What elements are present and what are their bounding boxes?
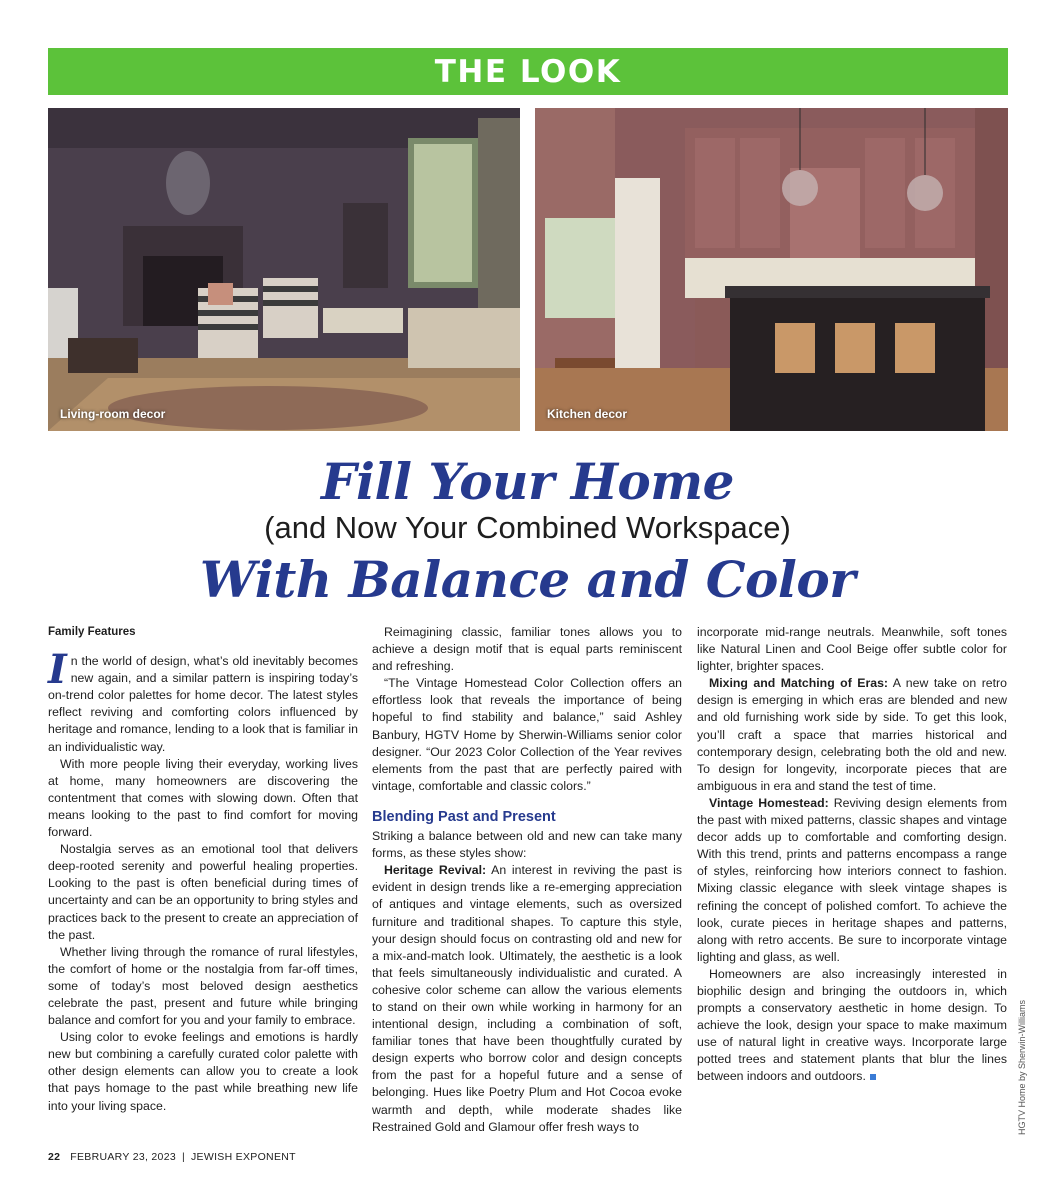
paragraph-intro-text: n the world of design, what’s old inevitably becomes new again, and a similar pattern is inspiring today’s on-trend color palettes for home decor. The latest styles reflect reviving and comforting colors influenced by heritage and romance, lending to a look that is familiar in an individualistic way. — [48, 654, 358, 754]
paragraph: Using color to evoke feelings and emotions is hardly new but combining a carefully curated color palette with other design elements can allow you to create a look that pays homage to the past while breathing new life into your living space. — [48, 1030, 358, 1113]
paragraph-text: Homeowners are also increasingly interested in biophilic design and bringing the outdoors in, which prompts a conservatory aesthetic in home design. To achieve the look, design your space to make maximum use of natural light in creative ways. Incorporate large potted trees and statement plants that blur the lines between indoors and outdoors. — [697, 966, 1007, 1084]
paragraph: Nostalgia serves as an emotional tool that delivers deep-rooted serenity and powerful healing properties. Looking to the past is often beneficial during times of uncertainty and can be an opportunity to bring styles and practices back to the present to create an appreciation of the past. — [48, 842, 358, 942]
paragraph-text: An interest in reviving the past is evident in design trends like a re-emerging appreciation of antiques and vintage elements, such as oversized furniture and traditional shapes. To capture this style, your design should focus on contrasting old and new for a mix-and-match look. Ultimately, the aesthetic is a look that feels simultaneously individualistic and curated. A cohesive color scheme can allow the various elements to stand on their own while working in harmony for an intentional design, including a combination of soft, familiar tones that have been thoughtfully curated by design experts who borrow color and design concepts from the past for a hopeful future and a sense of belonging. Hues like Poetry Plum and Hot Cocoa evoke warmth and depth, while moderate shades like Restrained Gold and Glamour offer fresh ways to — [372, 863, 682, 1134]
photo-credit: HGTV Home by Sherwin-Williams — [1017, 999, 1027, 1135]
paragraph: Reimagining classic, familiar tones allows you to achieve a design motif that is equal parts reminiscent and refreshing. — [372, 625, 682, 674]
article-column-2 — [372, 624, 682, 1136]
kitchen-photo — [535, 108, 1008, 431]
footer-separator: | — [181, 1151, 185, 1163]
paragraph-continued: incorporate mid-range neutrals. Meanwhile, soft tones like Natural Linen and Cool Beige offer subtle color for lighter, brighter spaces. — [697, 625, 1007, 674]
article-column-3 — [697, 624, 1007, 1086]
subheading: Blending Past and Present — [372, 808, 556, 825]
headline-line-2: (and Now Your Combined Workspace) — [264, 510, 791, 545]
photo-caption-kitchen: Kitchen decor — [547, 407, 628, 421]
paragraph: With more people living their everyday, working lives at home, many homeowners are discovering the contentment that comes with slowing down. Often that means looking to the past to find comfort for moving forward. — [48, 756, 358, 840]
paragraph: Striking a balance between old and new can take many forms, as these styles show: — [372, 829, 682, 861]
paragraph-text: Reviving design elements from the past with mixed patterns, classic shapes and vintage decor adds up to comfortable and comforting design. With this trend, prints and patterns encompass a range of styles, reinforcing how interiors connect to fashion. Mixing classic elegance with sleek vintage shapes is refining the concept of polished comfort. To achieve the look, curate pieces in heritage shapes and patterns, along with retro accents. Be sure to incorporate vintage lighting and glass, as well. — [697, 795, 1007, 964]
paragraph: “The Vintage Homestead Color Collection offers an effortless look that reveals the importance of being hopeful to find stability and balance,” said Ashley Banbury, HGTV Home by Sherwin-Williams senior color designer. “Our 2023 Color Collection of the Year revives elements from the past that are perfectly paired with vintage, comfortable and classic colors.” — [372, 676, 682, 793]
drop-cap: I — [48, 646, 67, 694]
article-column-1 — [48, 624, 358, 1115]
headline-line-3: With Balance and Color — [199, 550, 856, 609]
headline-line-1: Fill Your Home — [321, 452, 734, 511]
paragraph-vintage — [697, 795, 1007, 966]
paragraph: Whether living through the romance of rural lifestyles, the comfort of home or the nostalgia from far-off times, some of today’s most beloved design aesthetics celebrate the past, present and future while bringing balance and comfort for you and your family to embrace. — [48, 944, 358, 1028]
paragraph-text: A new take on retro design is emerging in which eras are blended and new and old furnishing work side by side. To get this look, you’ll craft a space that marries historical and contemporary design, celebrating both the old and new. To design for longevity, incorporate pieces that are ambiguous in era and stand the test of time. — [697, 676, 1007, 793]
living-room-image — [48, 108, 520, 431]
footer-date: FEBRUARY 23, 2023 — [70, 1151, 176, 1163]
section-banner — [48, 48, 1008, 95]
runin-heading: Vintage Homestead: — [709, 795, 829, 810]
paragraph-mixing — [697, 675, 1007, 795]
page-footer — [48, 1151, 296, 1163]
section-title: THE LOOK — [434, 53, 622, 90]
runin-heading: Mixing and Matching of Eras: — [709, 676, 889, 691]
photo-caption-living-room: Living-room decor — [60, 407, 166, 421]
paragraph-final — [697, 966, 1007, 1086]
footer-publication: JEWISH EXPONENT — [191, 1151, 296, 1163]
byline: Family Features — [48, 626, 136, 638]
page-number: 22 — [48, 1151, 61, 1163]
paragraph-heritage — [372, 862, 682, 1136]
living-room-photo — [48, 108, 520, 431]
runin-heading: Heritage Revival: — [384, 863, 487, 878]
kitchen-image — [535, 108, 1008, 431]
paragraph-intro — [48, 646, 358, 756]
end-mark-icon — [870, 1074, 876, 1080]
